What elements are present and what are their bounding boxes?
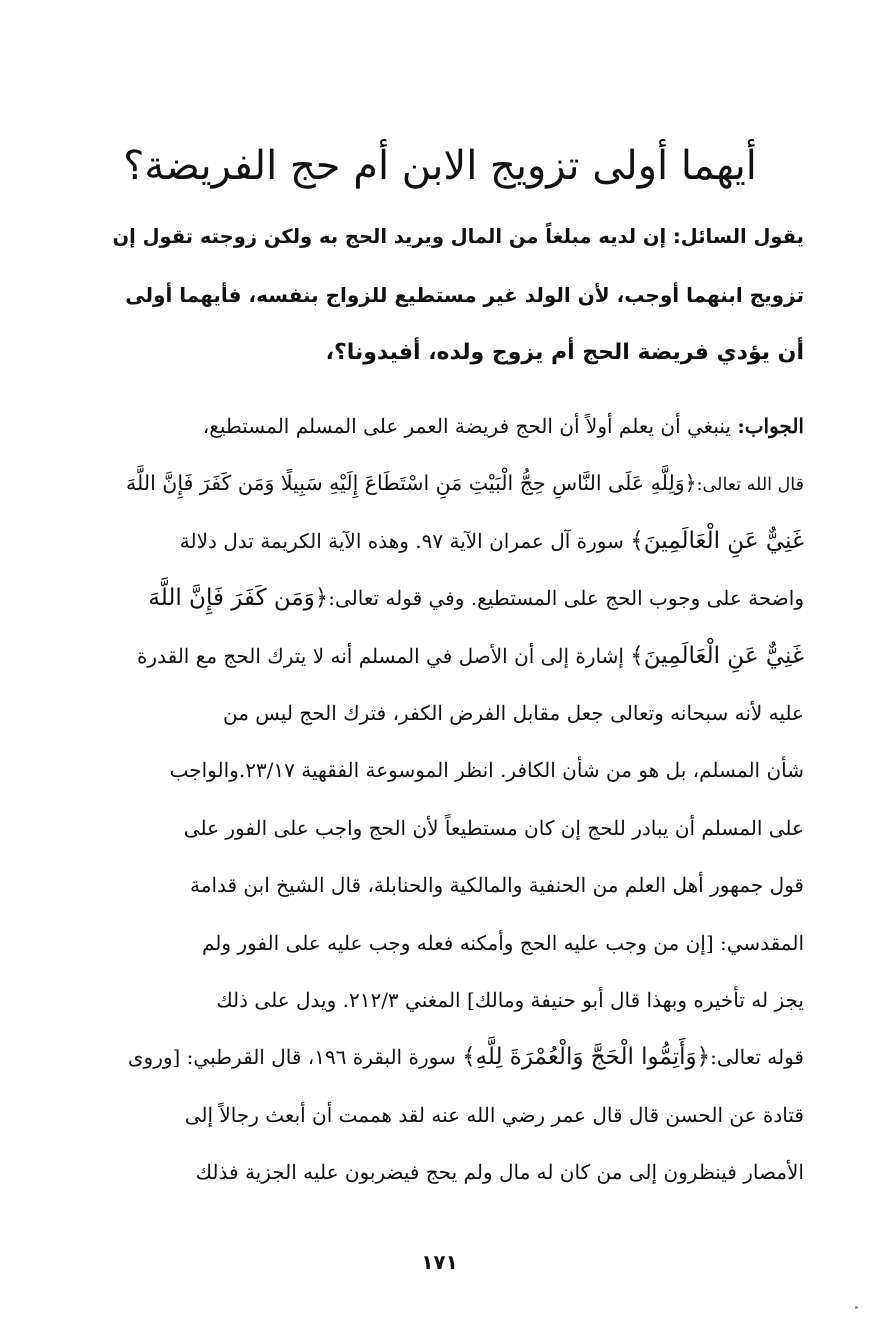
answer-line-3 [112, 513, 804, 570]
answer-text: سورة البقرة ١٩٦، قال القرطبي: [وروى [127, 1045, 456, 1070]
page-title: أيهما أولى تزويج الابن أم حج الفريضة؟ [123, 143, 757, 189]
answer-line-12 [112, 1029, 804, 1086]
answer-line-7: شأن المسلم، بل هو من شأن الكافر. انظر الموسوعة الفقهية ٢٣/١٧.والواجب [169, 758, 804, 783]
answer-text: إشارة إلى أن الأصل في المسلم أنه لا يترك الحج مع القدرة [136, 643, 624, 668]
question-line-1: يقول السائل: إن لديه مبلغاً من المال ويريد الحج به ولكن زوجته تقول إن [112, 225, 804, 248]
quran-verse: ﴿وَلِلَّهِ عَلَى النَّاسِ حِجُّ الْبَيْتِ مَنِ اسْتَطَاعَ إِلَيْهِ سَبِيلًا وَمَن كَفَرَ فَإِنَّ اللَّهَ [126, 471, 697, 496]
answer-line-4 [112, 570, 804, 627]
answer-text: قوله تعالى: [710, 1045, 804, 1070]
answer-text: سورة آل عمران الآية ٩٧. وهذه الآية الكريمة تدل دلالة [179, 528, 624, 553]
answer-line-6: عليه لأنه سبحانه وتعالى جعل مقابل الفرض الكفر، فترك الحج ليس من [223, 700, 804, 725]
quran-verse: غَنِيٌّ عَنِ الْعَالَمِينَ﴾ [630, 642, 804, 669]
page-number: ١٧١ [421, 1250, 458, 1274]
question-line-2: تزويج ابنهما أوجب، لأن الولد غير مستطيع للزواج بنفسه، فأيهما أولى [125, 283, 804, 307]
answer-line-9: قول جمهور أهل العلم من الحنفية والمالكية والحنابلة، قال الشيخ ابن قدامة [190, 873, 804, 898]
answer-line-8: على المسلم أن يبادر للحج إن كان مستطيعاً لأن الحج واجب على الفور على [183, 815, 804, 840]
question-paragraph [112, 208, 804, 382]
question-line-3: أن يؤدي فريضة الحج أم يزوج ولده، أفيدونا؟، [325, 340, 804, 365]
quran-verse: غَنِيٌّ عَنِ الْعَالَمِينَ﴾ [630, 527, 804, 554]
answer-line-10: المقدسي: [إن من وجب عليه الحج وأمكنه فعله وجب عليه على الفور ولم [201, 930, 804, 955]
answer-paragraph [112, 398, 804, 1201]
answer-text: واضحة على وجوب الحج على المستطيع. وفي قوله تعالى: [328, 586, 804, 611]
answer-text: ينبغي أن يعلم أولاً أن الحج فريضة العمر على المسلم المستطيع، [202, 414, 731, 438]
answer-line-5 [112, 628, 804, 685]
answer-line-14: الأمصار فينظرون إلى من كان له مال ولم يحج فيضربون عليه الجزية فذلك [195, 1160, 804, 1185]
quran-verse: ﴿وَأَتِمُّوا الْحَجَّ وَالْعُمْرَةَ لِلَّهِ﴾ [462, 1044, 711, 1071]
answer-line-13: قتادة عن الحسن قال قال عمر رضي الله عنه لقد هممت أن أبعث رجالاً إلى [184, 1102, 804, 1127]
quran-verse: ﴿وَمَن كَفَرَ فَإِنَّ اللَّهَ [148, 585, 329, 612]
scan-speck [855, 1306, 858, 1309]
answer-line-1 [112, 398, 804, 455]
answer-text: قال الله تعالى: [696, 475, 804, 496]
answer-lead: الجواب: [737, 414, 804, 438]
answer-line-2 [112, 455, 804, 512]
answer-line-11: يجز له تأخيره وبهذا قال أبو حنيفة ومالك] المغني ٢١٢/٣. ويدل على ذلك [216, 987, 804, 1012]
